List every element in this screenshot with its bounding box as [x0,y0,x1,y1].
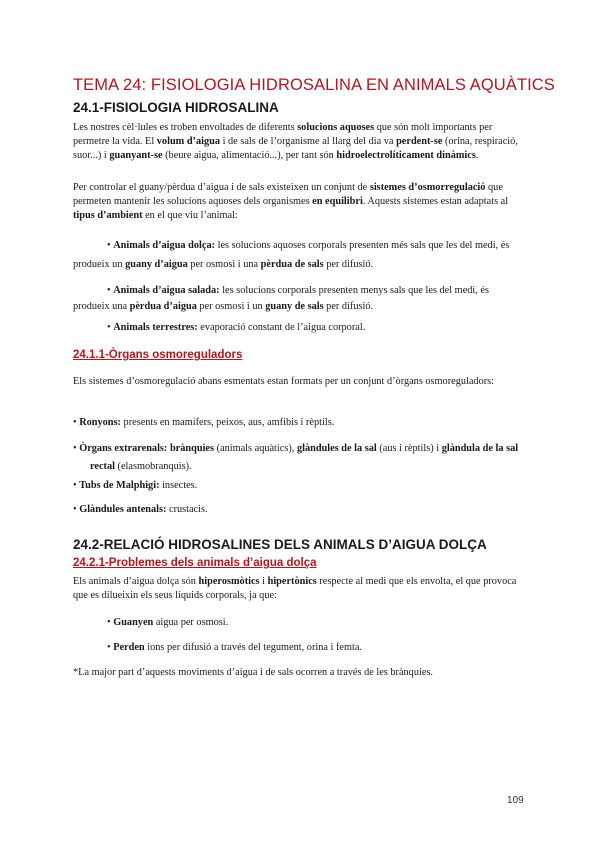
paragraph-intro [73,121,525,163]
text: (aus i rèptils) i [376,443,442,454]
text: Les nostres cèl·lules es troben envoltades de diferents [73,122,298,133]
text: les solucions corporals presenten menys sals que les del medi, és produeix una [73,285,489,312]
text: (animals aquàtics), [214,443,297,454]
bullet-extrarenal [73,440,542,476]
paragraph-osmoregulation [73,181,525,223]
bullet-mark: • [107,240,114,251]
paragraph-organs-intro: Els sistemes d’osmoregulació abans esmentats estan formats per un conjunt d’òrgans osmoreguladors: [73,376,495,387]
text: i [259,576,268,587]
text: que són molt importants per permetre la vida. El [73,122,493,147]
bold-text: Perden [113,642,145,653]
page-number: 109 [507,795,524,806]
bullet-mark: • [107,322,114,333]
text: respecte al medi que els envolta, el que provoca que es dilueixin els seus líquids corporals, ja que: [73,576,517,601]
section-heading-24-2: 24.2-RELACIÓ HIDROSALINES DELS ANIMALS D’AIGUA DOLÇA [73,537,487,552]
bold-text: Òrgans extrarenals: brànquies [79,443,215,454]
section-heading-24-1: 24.1-FISIOLOGIA HIDROSALINA [73,100,279,115]
bullet-mark: • [107,642,114,653]
bullet-terrestrial [107,321,525,335]
bullet-mark: • [73,504,80,515]
text: Els animals d’aigua dolça són [73,576,199,587]
bold-text: pèrdua de sals [260,259,324,270]
bold-text: guanyant-se [109,150,163,161]
chapter-title: TEMA 24: FISIOLOGIA HIDROSALINA EN ANIMALS AQUÀTICS [73,76,555,94]
bold-text: Ronyons: [79,417,121,428]
text: les solucions aquoses corporals presenten més sals que les del medi, és produeix un [73,240,510,270]
text: Per controlar el guany/pèrdua d’aigua i de sals existeixen un conjunt de [73,182,370,193]
bullet-saltwater [73,283,525,315]
bold-text: Glàndules antenals: [79,504,167,515]
subsection-heading-24-2-1: 24.2.1-Problemes dels animals d’aigua dolça [73,557,317,569]
bold-text: Animals terrestres: [113,322,198,333]
text: evaporació constant de l’aigua corporal. [197,322,366,333]
text: que permeten mantenir les solucions aquoses dels organismes [73,182,503,207]
text: presents en mamífers, peixos, aus, amfibis i rèptils. [120,417,335,428]
text: . Aquests sistemes estan adaptats al [362,196,509,207]
bold-text: perdent-se [396,136,443,147]
bullet-mark: • [73,443,80,454]
bullet-mark: • [73,417,80,428]
bold-text: hidroelectrolíticament dinàmics [336,150,476,161]
paragraph-freshwater-intro [73,575,525,603]
bold-text: Animals d’aigua salada: [113,285,220,296]
text: crustacis. [166,504,208,515]
bold-text: Guanyen [113,617,154,628]
bold-text: Animals d’aigua dolça: [113,240,216,251]
bullet-antennal [73,503,525,517]
bullet-kidneys [73,416,525,430]
text: (beure aigua, alimentació...), per tant són [162,150,337,161]
bold-text: hiperosmòtics [198,576,260,587]
text: insectes. [159,480,198,491]
bullet-lose-ions [107,641,525,655]
bullet-mark: • [107,617,114,628]
bullet-gain-water [107,616,525,630]
bold-text: guany d’aigua [125,259,188,270]
bold-text: en equilibri [312,196,363,207]
footnote: *La major part d’aquests moviments d’aigua i de sals ocorren a través de les brànquies. [73,667,433,678]
bullet-mark: • [73,480,80,491]
text: i de sals de l’organisme al llarg del dia va [220,136,397,147]
text: aigua per osmosi. [153,617,229,628]
bullet-malpighi [73,479,525,493]
text: (elasmobranquis). [114,461,192,472]
text: (orina, respiració, suor...) i [73,136,518,161]
bullet-mark: • [107,285,114,296]
text: ions per difusió a través del tegument, orina i femta. [144,642,362,653]
bold-text: solucions aquoses [297,122,375,133]
text: per difusió. [323,259,374,270]
text: . [475,150,479,161]
text: per osmosi i un [196,301,266,312]
bold-text: sistemes d’osmorregulació [369,182,486,193]
bold-text: hipertònics [267,576,317,587]
text: per difusió. [323,301,374,312]
bold-text: pèrdua d’aigua [129,301,197,312]
bold-text: tipus d’ambient [73,210,143,221]
bullet-freshwater [73,236,525,274]
bold-text: glàndules de la sal [296,443,377,454]
text: en el que viu l’animal: [142,210,238,221]
bold-text: Tubs de Malphigi: [79,480,160,491]
subsection-heading-24-1-1: 24.1.1-Òrgans osmoreguladors [73,349,243,361]
bold-text: glàndula de la sal rectal [90,443,519,472]
bold-text: guany de sals [265,301,324,312]
text: per osmosi i una [187,259,261,270]
bold-text: volum d’aigua [156,136,221,147]
